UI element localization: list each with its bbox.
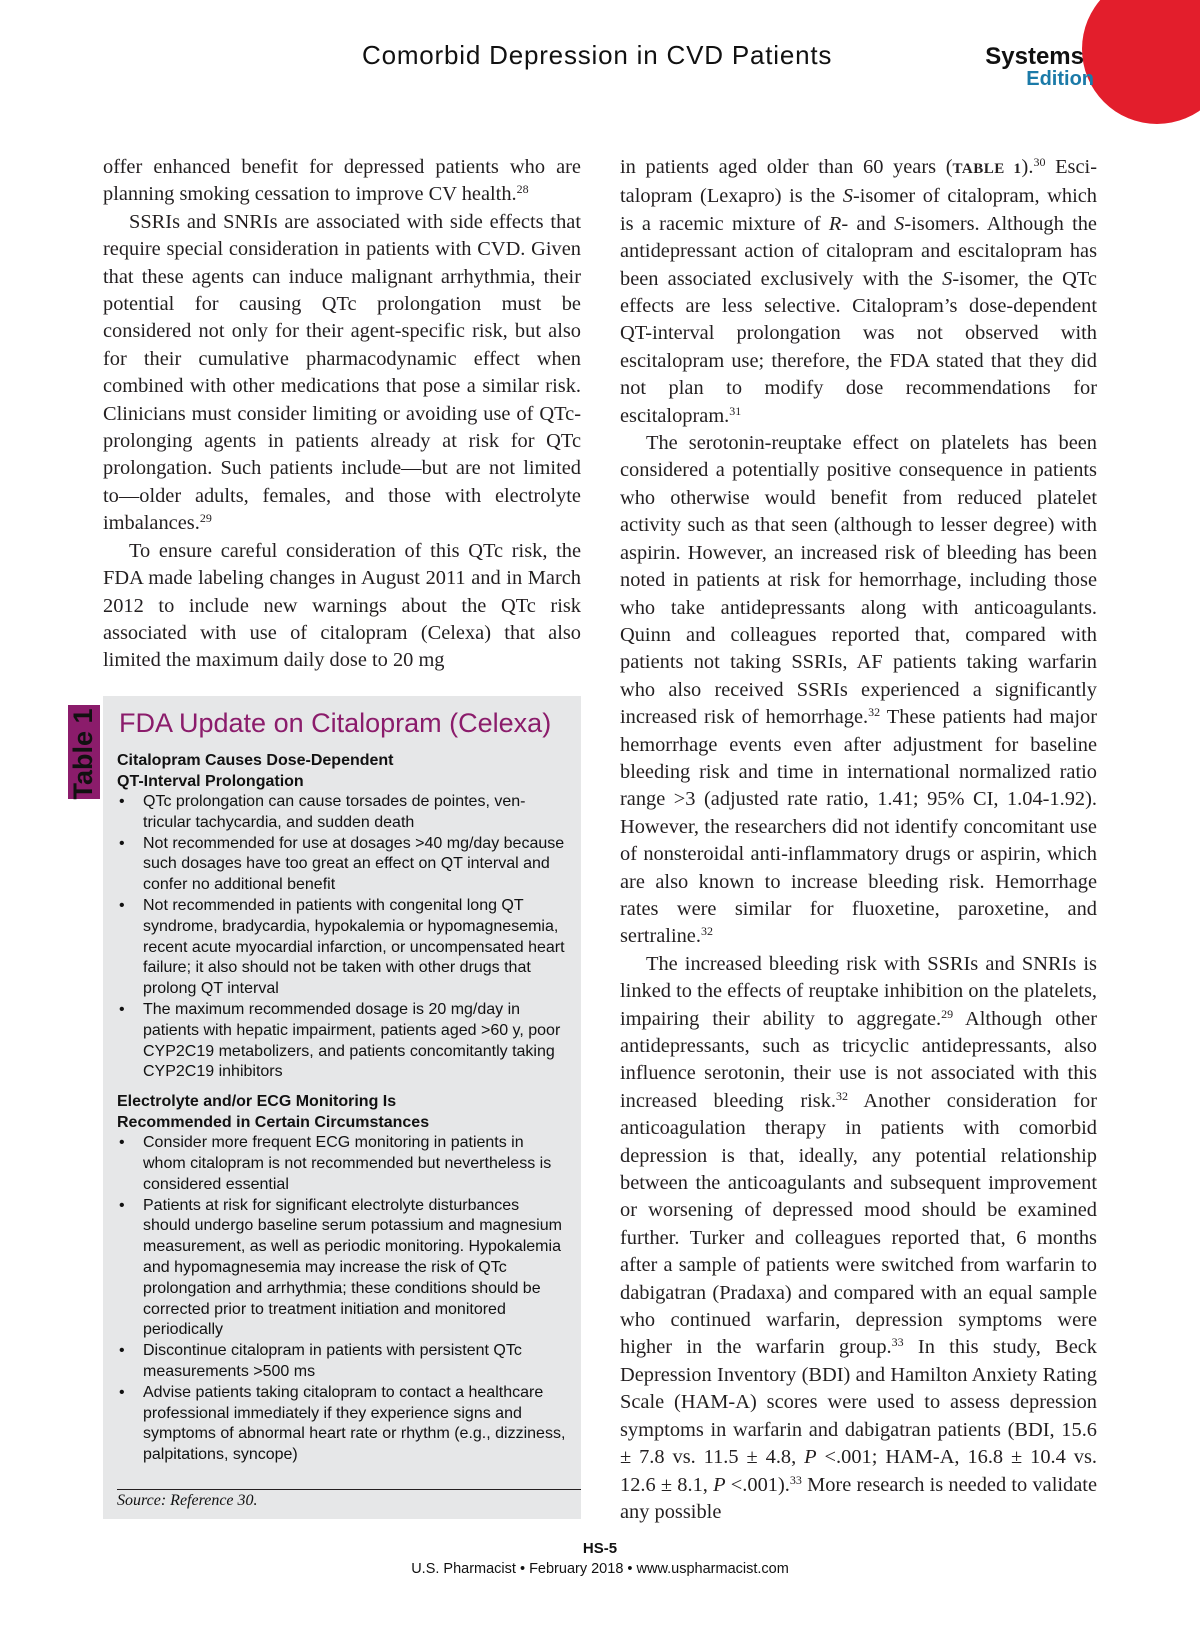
- paragraph: To ensure careful consideration of this QTc risk, the FDA made labeling changes in August 2011 and in March 2012 to include new warnings about the QTc risk associated with use of citalopram (Celexa) that also limited the maximum daily dose to 20 mg: [103, 539, 581, 672]
- table-title: FDA Update on Citalopram (Celexa): [119, 708, 552, 738]
- table-section-heading: Electrolyte and/or ECG Monitoring Is Recommended in Certain Circumstances: [117, 1093, 430, 1131]
- paragraph: The serotonin-reuptake effect on platelets has been considered a potentially positive consequence in patients who otherwise would benefit from reduced platelet activity such as that seen (although to lesser degree) with aspirin. However, an increased risk of bleeding has been noted in patients at risk for hemorrhage, including those who take antidepressants along with anticoagulants. Quinn and colleagues reported that, compared with patients not taking SSRIs, AF patients taking warfarin who also received SSRIs experienced a significantly increased risk of hemorrhage.$^{32}$ These patients had major hemorrhage events even after adjustment for baseline bleeding risk and time in international normalized ratio range >3 (adjusted rate ratio, 1.41; 95% CI, 1.04-1.92). However, the researchers did not identify concomitant use of nonsteroidal anti-inflammatory drugs or aspirin, which are also known to increase bleeding risk. Hemorrhage rates were similar for fluoxetine, paroxetine, and sertraline.$^{32}$: [620, 432, 1097, 948]
- citation: 32: [868, 705, 881, 720]
- list-item: • Not recommended for use at dosages >40 mg/day because such dosages have too great an effect on QT interval and confer no additional benefit: [117, 834, 567, 896]
- list-item: • The maximum recommended dosage is 20 mg/day in patients with hepatic impairment, patients aged >60 y, poor CYP2C19 metabolizers, and patients concomitantly taking CYP2C19 inhibitors: [117, 1000, 567, 1083]
- brand-systems: Systems: [985, 43, 1084, 70]
- left-column: [103, 154, 581, 675]
- list-item: • Discontinue citalopram in patients with persistent QTc measurements >500 ms: [117, 1341, 567, 1383]
- paragraph: in patients aged older than 60 years (TABLE 1).$^{30}$ Escitalopram (Lexapro) is the S-isomer of citalopram, which is a racemic mixture of R- and S-isomers. Although the antidepressant action of citalopram and escitalopram has been associated exclusively with the S-isomer, the QTc effects are less selective. Citalopram’s dose-dependent QT-interval prolongation was not observed with escitalopram use; therefore, the FDA stated that they did not plan to modify dose recommendations for escitalopram.$^{31}$: [620, 155, 1097, 427]
- list-item: • Advise patients taking citalopram to contact a healthcare professional immediately if they experience signs and symptoms of abnormal heart rate or rhythm (e.g., dizziness, palpitations, syncope): [117, 1383, 567, 1466]
- list-item: • Consider more frequent ECG monitoring in patients in whom citalopram is not recommended but nevertheless is considered essential: [117, 1133, 567, 1195]
- running-header-title: Comorbid Depression in CVD Patients: [362, 40, 833, 70]
- table-section-heading: Citalopram Causes Dose-Dependent QT-Interval Prolongation: [117, 752, 394, 790]
- table-section-list: [117, 792, 567, 1083]
- paragraph: SSRIs and SNRIs are associated with side effects that require special consideration in patients with CVD. Given that these agents can induce malignant arrhythmia, their potential for causing QTc prolongation must be considered not only for their agent-specific risk, but also for their cumulative pharmacodynamic effect when combined with other medications that pose a similar risk. Clinicians must consider limiting or avoiding use of QTc-prolonging agents in patients already at risk for QTc prolongation. Such patients include—but are not limited to—older adults, females, and those with electrolyte imbalances.$^{29}$: [103, 210, 581, 535]
- paragraph: The increased bleeding risk with SSRIs and SNRIs is linked to the effects of reuptake inhibition on the platelets, impairing their ability to aggregate.$^{29}$ Although other antidepressants, such as tricyclic antidepressants, also influence serotonin, their use is not associated with this increased bleeding risk.$^{32}$ Another consideration for anticoagulation therapy in patients with comorbid depression is that, ideally, any potential relationship between the anticoagulants and subsequent improvement or worsening of depressed mood should be examined further. Turker and colleagues reported that, 6 months after a sample of patients were switched from warfarin to dabigatran (Pradaxa) and compared with an equal sample who continued warfarin, depression symptoms were higher in the warfarin group.$^{33}$ In this study, Beck Depression Inventory (BDI) and Hamilton Anxiety Rating Scale (HAM-A) scores were used to assess depression symptoms in warfarin and dabigatran patients (BDI, 15.6 ± 7.8 vs. 11.5 ± 4.8, P <.001; HAM-A, 16.8 ± 10.4 vs. 12.6 ± 8.1, P <.001).$^{33}$ More research is needed to validate any possible: [620, 952, 1098, 1523]
- citation: 32: [700, 924, 713, 939]
- citation: 28: [516, 182, 529, 197]
- list-item: • QTc prolongation can cause torsades de pointes, ventricular tachycardia, and sudden death: [117, 792, 567, 834]
- table-1-sidebar: [103, 696, 581, 1519]
- list-item: • Patients at risk for significant electrolyte disturbances should undergo baseline serum potassium and magnesium measurement, as well as periodic monitoring. Hypokalemia and hypomagnesemia may increase the risk of QTc prolongation and arrhythmia; these conditions should be corrected prior to treatment initiation and monitored periodically: [117, 1196, 567, 1342]
- corner-red-circle: [1082, 0, 1200, 124]
- citation: 30: [1033, 155, 1046, 169]
- table-label: Table 1: [68, 708, 98, 800]
- citation: 31: [729, 403, 742, 418]
- table-section-list: [117, 1133, 567, 1466]
- citation: 33: [891, 1335, 904, 1350]
- publication-footer: U.S. Pharmacist • February 2018 • www.uspharmacist.com: [411, 1561, 789, 1577]
- table-reference: TABLE 1: [952, 161, 1022, 177]
- citation: 33: [789, 1472, 802, 1487]
- brand-edition: Edition: [1026, 68, 1094, 90]
- citation: 32: [836, 1088, 848, 1103]
- table-source: Source: Reference 30.: [117, 1492, 258, 1509]
- source-divider: [117, 1489, 581, 1490]
- citation: 29: [199, 511, 212, 526]
- paragraph: offer enhanced benefit for depressed patients who are planning smoking cessation to improve CV health.$^{28}$: [103, 156, 581, 206]
- right-column: [620, 154, 1097, 1526]
- list-item: • Not recommended in patients with congenital long QT syndrome, bradycardia, hypokalemia or hypomagnesemia, recent acute myocardial infarction, or uncompensated heart failure; it also should not be taken with other drugs that prolong QT interval: [117, 896, 567, 1000]
- citation: 29: [941, 1006, 954, 1021]
- page-number: HS-5: [582, 1540, 618, 1557]
